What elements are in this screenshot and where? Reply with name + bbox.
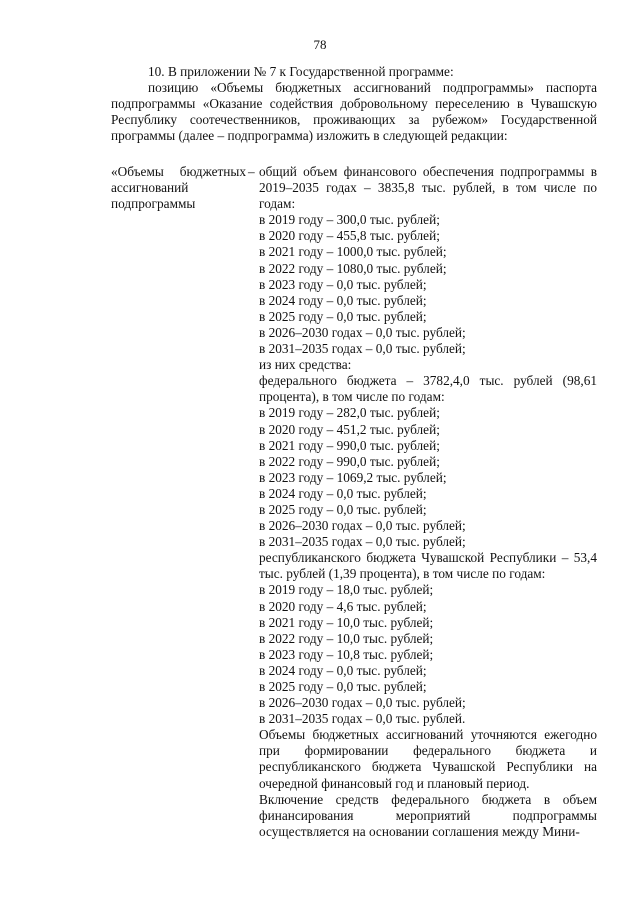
- total-year-line: в 2026–2030 годах – 0,0 тыс. рублей;: [259, 324, 466, 340]
- position-dash: –: [248, 164, 255, 179]
- position-label: «Объемы бюджетных ассигнований подпрограммы: [111, 164, 246, 212]
- note-federal-inclusion: Включение средств федерального бюджета в объем финансирования мероприятий подпрограммы осуществляется на основании соглашения между Мини-: [259, 791, 597, 839]
- federal-year-line: в 2025 году – 0,0 тыс. рублей;: [259, 501, 427, 517]
- federal-year-line: в 2024 году – 0,0 тыс. рублей;: [259, 485, 427, 501]
- of-them-line: из них средства:: [259, 357, 352, 373]
- total-year-line: в 2020 году – 455,8 тыс. рублей;: [259, 228, 440, 244]
- federal-year-line: в 2019 году – 282,0 тыс. рублей;: [259, 405, 440, 421]
- total-year-line: в 2021 году – 1000,0 тыс. рублей;: [259, 244, 447, 260]
- republic-year-line: в 2023 году – 10,8 тыс. рублей;: [259, 646, 434, 662]
- total-year-line: в 2031–2035 годах – 0,0 тыс. рублей;: [259, 341, 466, 357]
- intro-text: позицию «Объемы бюджетных ассигнований подпрограммы» паспорта подпрограммы «Оказание содействия добровольному переселению в Чувашскую Республику соотечественников, проживающих за рубежом» Государственной программы (далее – подпрограмма) изложить в следующей редакции:: [111, 80, 597, 144]
- total-year-line: в 2023 году – 0,0 тыс. рублей;: [259, 276, 427, 292]
- total-year-line: в 2025 году – 0,0 тыс. рублей;: [259, 308, 427, 324]
- total-year-line: в 2022 году – 1080,0 тыс. рублей;: [259, 260, 447, 276]
- federal-year-line: в 2022 году – 990,0 тыс. рублей;: [259, 453, 440, 469]
- republic-year-line: в 2020 году – 4,6 тыс. рублей;: [259, 598, 427, 614]
- federal-year-line: в 2031–2035 годах – 0,0 тыс. рублей;: [259, 534, 466, 550]
- intro-block: [111, 64, 597, 144]
- republic-year-line: в 2031–2035 годах – 0,0 тыс. рублей.: [259, 711, 466, 727]
- republic-year-line: в 2026–2030 годах – 0,0 тыс. рублей;: [259, 695, 466, 711]
- republic-intro: республиканского бюджета Чувашской Республики – 53,4 тыс. рублей (1,39 процента), в том числе по годам:: [259, 550, 597, 582]
- republic-year-line: в 2019 году – 18,0 тыс. рублей;: [259, 582, 434, 598]
- total-intro: общий объем финансового обеспечения подпрограммы в 2019–2035 годах – 3835,8 тыс. рублей, в том числе по годам:: [259, 164, 597, 212]
- federal-year-line: в 2026–2030 годах – 0,0 тыс. рублей;: [259, 518, 466, 534]
- intro-point: 10. В приложении № 7 к Государственной программе:: [148, 64, 454, 79]
- total-year-line: в 2019 году – 300,0 тыс. рублей;: [259, 212, 440, 228]
- republic-year-line: в 2022 году – 10,0 тыс. рублей;: [259, 630, 434, 646]
- republic-year-line: в 2021 году – 10,0 тыс. рублей;: [259, 614, 434, 630]
- total-year-line: в 2024 году – 0,0 тыс. рублей;: [259, 292, 427, 308]
- republic-year-line: в 2025 году – 0,0 тыс. рублей;: [259, 679, 427, 694]
- federal-year-line: в 2020 году – 451,2 тыс. рублей;: [259, 421, 440, 437]
- federal-year-line: в 2023 году – 1069,2 тыс. рублей;: [259, 469, 447, 485]
- federal-intro: федерального бюджета – 3782,4,0 тыс. рублей (98,61 процента), в том числе по годам:: [259, 373, 597, 405]
- position-content: [259, 164, 597, 840]
- republic-year-line: в 2024 году – 0,0 тыс. рублей;: [259, 662, 427, 678]
- page-number: 78: [313, 37, 327, 52]
- federal-year-line: в 2021 году – 990,0 тыс. рублей;: [259, 437, 440, 453]
- note-clarification: Объемы бюджетных ассигнований уточняются ежегодно при формировании федерального бюджета и республиканского бюджета Чувашской Республики на очередной финансовый год и плановый период.: [259, 727, 597, 791]
